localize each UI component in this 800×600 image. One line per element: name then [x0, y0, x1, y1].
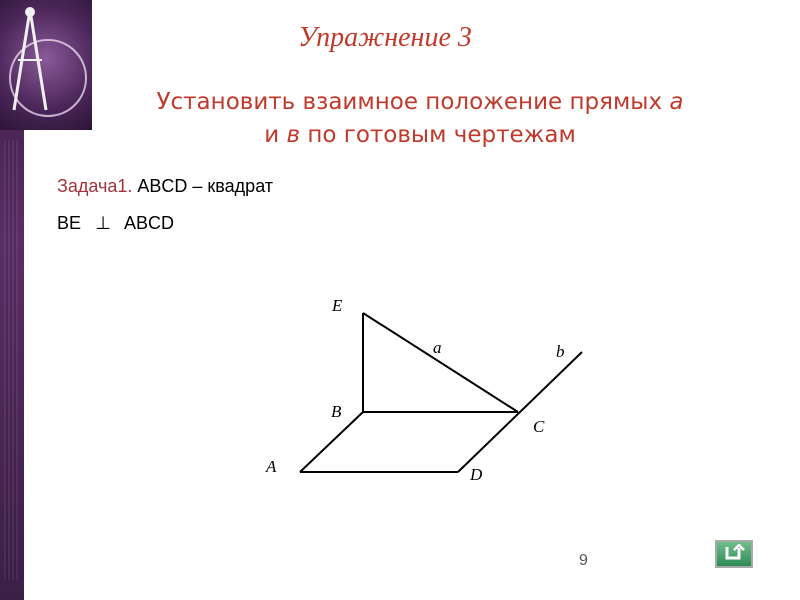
- label-a-point: A: [266, 457, 277, 476]
- segment-be: BE: [57, 213, 82, 233]
- label-c: C: [533, 417, 545, 436]
- segment-ec-line-a: [363, 313, 518, 412]
- segment-ba: [300, 412, 363, 472]
- perpendicular-symbol: ⊥: [95, 213, 111, 233]
- label-d: D: [470, 465, 483, 484]
- slide-title: Упражнение 3: [298, 22, 472, 53]
- label-a-line: a: [433, 338, 442, 357]
- task-label: Задача1.: [57, 176, 133, 196]
- return-arrow-icon: [723, 544, 745, 564]
- slide-subtitle: Установить взаимное положение прямых а и в по готовым чертежам: [156, 89, 684, 148]
- return-button[interactable]: [715, 540, 753, 568]
- label-e: E: [332, 296, 343, 315]
- page-number: 9: [579, 552, 588, 569]
- label-b-line: b: [556, 342, 565, 361]
- plane-abcd: ABCD: [124, 213, 175, 233]
- label-b-point: B: [331, 402, 342, 421]
- task-text: ABCD – квадрат: [132, 176, 274, 196]
